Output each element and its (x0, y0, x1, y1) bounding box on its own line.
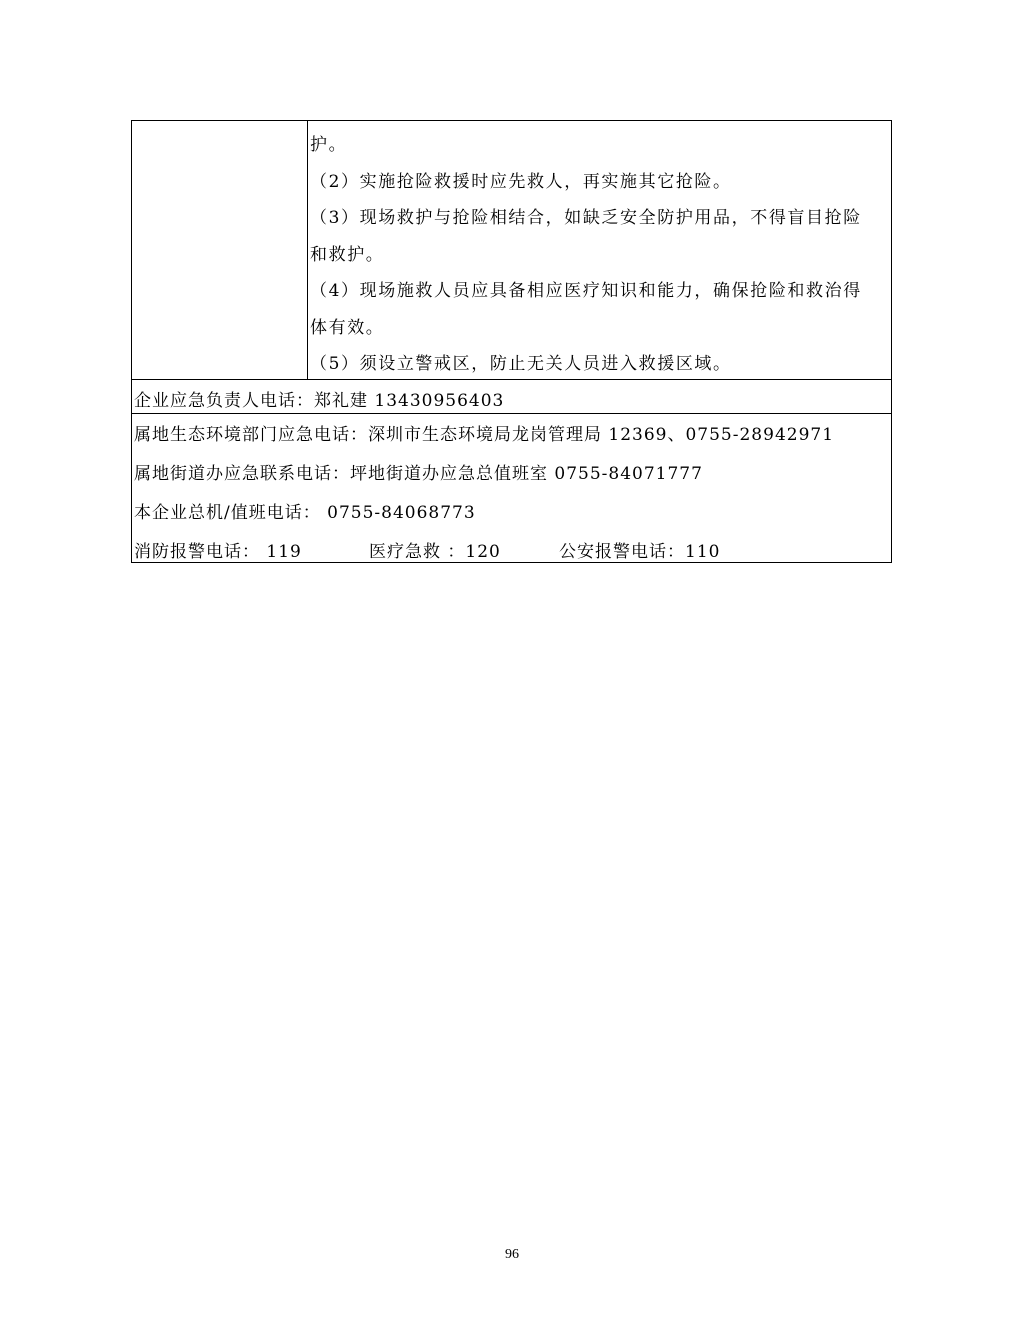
manager-phone-row: 企业应急负责人电话：郑礼建 13430956403 (132, 380, 891, 414)
measure-line: （2）实施抢险救援时应先救人，再实施其它抢险。 (310, 171, 732, 192)
measure-line: 护。 (310, 135, 348, 155)
company-phone: 本企业总机/值班电话： 0755-84068773 (134, 503, 476, 523)
measure-line: 和救护。 (310, 244, 385, 265)
measure-line: （3）现场救护与抢险相结合，如缺乏安全防护用品，不得盲目抢险 (310, 208, 862, 228)
measure-line: （5）须设立警戒区，防止无关人员进入救援区域。 (310, 354, 732, 374)
measures-content-cell (308, 121, 891, 379)
contacts-row (132, 414, 891, 562)
measures-row (132, 121, 891, 380)
measure-line: （4）现场施救人员应具备相应医疗知识和能力，确保抢险和救治得 (310, 281, 862, 301)
emergency-table (131, 120, 892, 563)
emergency-numbers (134, 533, 891, 572)
environment-phone: 属地生态环境部门应急电话：深圳市生态环境局龙岗管理局 12369、0755-28942971 (134, 425, 835, 445)
page-number: 96 (505, 1247, 519, 1262)
medical-phone: 医疗急救 ：120 (369, 542, 501, 562)
fire-phone: 消防报警电话： 119 (134, 542, 302, 562)
street-office-phone: 属地街道办应急联系电话：坪地街道办应急总值班室 0755-84071777 (134, 464, 703, 484)
measure-line: 体有效。 (310, 317, 385, 338)
measures-label-cell (132, 121, 308, 379)
police-phone: 公安报警电话：110 (559, 542, 721, 562)
